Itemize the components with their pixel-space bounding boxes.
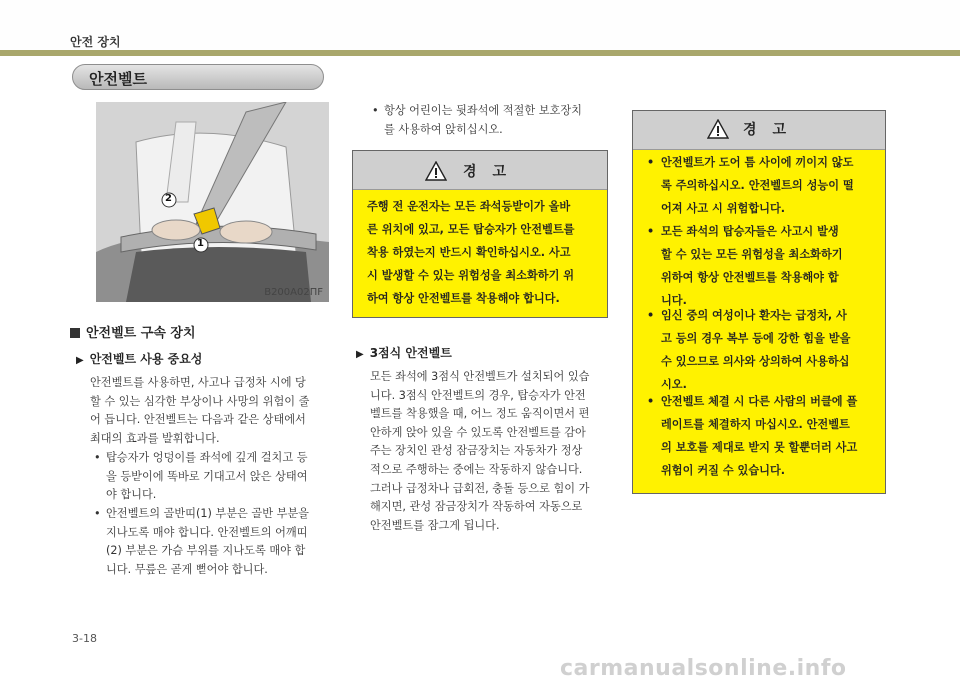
chapter-title: 안전 장치	[70, 35, 121, 49]
list-item-seating: • 탑승자가 엉덩이를 좌석에 깊게 걸치고 등 을 등받이에 똑바로 기대고서 앉은 상태여 야 합니다.	[90, 449, 335, 505]
page-header	[0, 0, 960, 52]
callout-1: 1	[197, 238, 204, 249]
section-title: 안전벨트	[89, 70, 147, 88]
warning-label: 경고	[743, 122, 803, 138]
watermark: carmanualsonline.info	[560, 656, 847, 681]
warning-item-pregnant: • 임신 중의 여성이나 환자는 급정차, 사 고 등의 경우 복부 등에 강한 힘을 받을 수 있으므로 의사와 상의하여 사용하십 시오.	[645, 304, 881, 396]
topic-heading-3point: ▶ 3점식 안전벨트	[356, 346, 452, 360]
figure-code: B200A02ΠF	[264, 287, 323, 298]
page-number: 3-18	[72, 632, 97, 645]
warning-header	[353, 151, 607, 190]
warning-item-all-seats: • 모든 좌석의 탑승자들은 사고시 발생 할 수 있는 모든 위험성을 최소화하기 위하여 항상 안전벨트를 착용해야 합 니다.	[645, 220, 881, 312]
triangle-right-icon: ▶	[356, 349, 364, 360]
warning-text: 주행 전 운전자는 모든 좌석등받이가 올바 른 위치에 있고, 모든 탑승자가 안전벨트를 착용 하였는지 반드시 확인하십시오. 사고 시 발생할 수 있는 위험성을 최소화하기 위 하여 항상 안전벨트를 착용해야 합니다.	[367, 200, 575, 305]
callout-2: 2	[165, 193, 172, 204]
section-title-pill	[72, 64, 324, 90]
subsection-heading: 안전벨트 구속 장치	[70, 322, 196, 341]
warning-label: 경고	[463, 164, 523, 180]
warning-item-buckle: • 안전벨트 체결 시 다른 사람의 버클에 플 레이트를 체결하지 마십시오. 안전벨트 의 보호를 제대로 받지 못 할뿐더러 사고 위험이 커질 수 있습니다.	[645, 390, 881, 482]
warning-item-door: • 안전벨트가 도어 틈 사이에 끼이지 않도 록 주의하십시오. 안전벨트의 성능이 떨 어져 사고 시 위험합니다.	[645, 151, 881, 220]
three-point-paragraph: 모든 좌석에 3점식 안전벨트가 설치되어 있습 니다. 3점식 안전벨트의 경우, 탑승자가 안전 벨트를 착용했을 때, 어느 정도 움직이면서 편 안하게 앉아 있을 수 있도록 안전벨트를 감아 주는 장치인 관성 잠금장치는 자동차가 정상 적으로 주행하는 중에는 작동하지 않습니다. 그러나 급정차나 급회전, 충돌 등으로 힘이 가 해지면, 관성 잠금장치가 작동하여 자동으로 안전벨트를 잠그게 됩니다.	[370, 370, 590, 532]
warning-box-driver	[352, 150, 608, 318]
triangle-right-icon: ▶	[76, 355, 84, 366]
list-item-belt-position: • 안전벨트의 골반띠(1) 부분은 골반 부분을 지나도록 매야 합니다. 안전벨트의 어깨띠 (2) 부분은 가슴 부위를 지나도록 매야 합 니다. 무릎은 곧게 뻗어야 합니다.	[90, 505, 335, 579]
warning-header	[633, 111, 885, 150]
header-rule	[0, 50, 960, 56]
intro-paragraph: 안전벨트를 사용하면, 사고나 급정차 시에 당 할 수 있는 심각한 부상이나 사망의 위험이 줄 어 듭니다. 안전벨트는 다음과 같은 상태에서 최대의 효과를 발휘합니다.	[90, 376, 310, 445]
header-band	[0, 0, 960, 50]
topic-heading-importance: ▶ 안전벨트 사용 중요성	[76, 352, 203, 366]
seatbelt-figure	[96, 102, 329, 302]
warning-triangle-icon	[425, 161, 447, 181]
square-bullet-icon	[70, 328, 80, 338]
seatbelt-illustration	[96, 102, 329, 302]
warning-triangle-icon	[707, 119, 729, 139]
list-item-children: • 항상 어린이는 뒷좌석에 적절한 보호장치 를 사용하여 앉히십시오.	[368, 102, 613, 139]
warning-box-general	[632, 110, 886, 494]
